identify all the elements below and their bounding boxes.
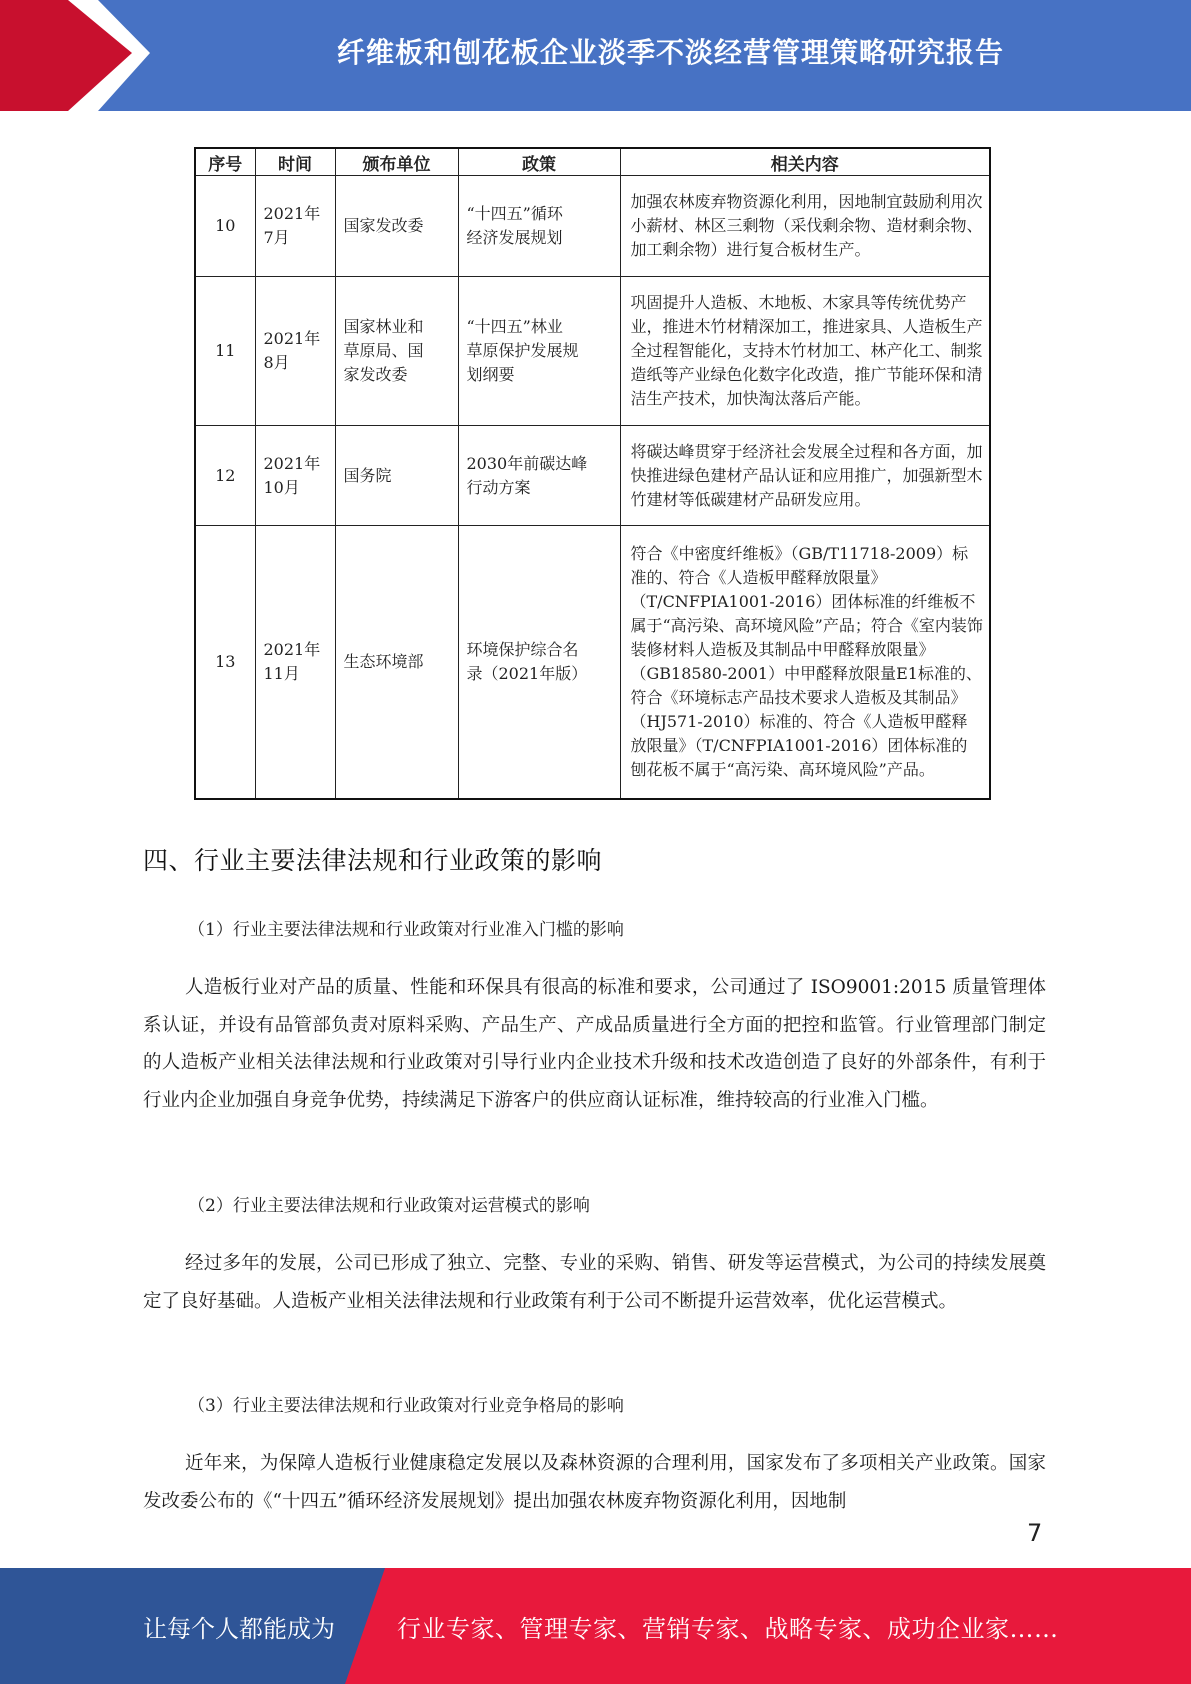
row-content: 巩固提升人造板、木地板、木家具等传统优势产业，推进木竹材精深加工，推进家具、人造板生产全过程智能化，支持木竹材加工、林产化工、制浆造纸等产业绿色化数字化改造，推广节能环保和清洁生产技术，加快淘汰落后产能。 — [620, 277, 990, 426]
paragraph-entry-threshold: 人造板行业对产品的质量、性能和环保具有很高的标准和要求，公司通过了 ISO9001:2015 质量管理体系认证，并设有品管部负责对原料采购、产品生产、产成品质量进行全方面的把控和监管。行业管理部门制定的人造板产业相关法律法规和行业政策对引导行业内企业技术升级和技术改造创造了良好的外部条件，有利于行业内企业加强自身竞争优势，持续满足下游客户的供应商认证标准，维持较高的行业准入门槛。 — [143, 977, 1046, 1111]
table-row — [195, 426, 990, 526]
column-header-no: 序号 — [195, 148, 255, 176]
row-policy: 环境保护综合名 录（2021年版） — [458, 526, 620, 800]
paragraph-competition: 近年来，为保障人造板行业健康稳定发展以及森林资源的合理利用，国家发布了多项相关产业政策。国家发改委公布的《“十四五”循环经济发展规划》提出加强农林废弃物资源化利用，因地制 — [143, 1453, 1046, 1512]
chevron-arrow-icon — [0, 0, 160, 111]
row-issuer: 生态环境部 — [335, 526, 458, 800]
subheading-operating-model: （2）行业主要法律法规和行业政策对运营模式的影响 — [188, 1196, 590, 1216]
page-number: 7 — [1027, 1519, 1043, 1547]
footer-slogan-lead: 让每个人都能成为 — [143, 1614, 335, 1643]
row-policy: 2030年前碳达峰 行动方案 — [458, 426, 620, 526]
row-content: 加强农林废弃物资源化利用，因地制宜鼓励利用次小薪材、林区三剩物（采伐剩余物、造材剩余物、加工剩余物）进行复合板材生产。 — [620, 176, 990, 277]
row-date: 2021年 7月 — [255, 176, 335, 277]
section-heading: 四、行业主要法律法规和行业政策的影响 — [143, 846, 603, 875]
column-header-issuer: 颁布单位 — [335, 148, 458, 176]
column-header-policy: 政策 — [458, 148, 620, 176]
report-title: 纤维板和刨花板企业淡季不淡经营管理策略研究报告 — [336, 35, 1004, 69]
row-policy: “十四五”循环 经济发展规划 — [458, 176, 620, 277]
subheading-entry-threshold: （1）行业主要法律法规和行业政策对行业准入门槛的影响 — [188, 920, 624, 940]
footer-slogan-roles: 行业专家、管理专家、营销专家、战略专家、成功企业家…… — [397, 1614, 1059, 1643]
row-policy: “十四五”林业 草原保护发展规 划纲要 — [458, 277, 620, 426]
row-number: 13 — [195, 526, 255, 800]
row-number: 10 — [195, 176, 255, 277]
table-row — [195, 526, 990, 800]
row-issuer: 国家林业和 草原局、国 家发改委 — [335, 277, 458, 426]
column-header-content: 相关内容 — [620, 148, 990, 176]
row-date: 2021年 8月 — [255, 277, 335, 426]
paragraph-operating-model: 经过多年的发展，公司已形成了独立、完整、专业的采购、销售、研发等运营模式，为公司的持续发展奠定了良好基础。人造板产业相关法律法规和行业政策有利于公司不断提升运营效率，优化运营模式。 — [143, 1253, 1046, 1312]
row-content: 符合《中密度纤维板》（GB/T11718-2009）标准的、符合《人造板甲醛释放限量》（T/CNFPIA1001-2016）团体标准的纤维板不属于“高污染、高环境风险”产品；符合《室内装饰装修材料人造板及其制品中甲醛释放限量》（GB18580-2001）中甲醛释放限量E1标准的、符合《环境标志产品技术要求人造板及其制品》（HJ571-2010）标准的、符合《人造板甲醛释放限量》（T/CNFPIA1001-2016）团体标准的刨花板不属于“高污染、高环境风险”产品。 — [620, 526, 990, 800]
row-number: 11 — [195, 277, 255, 426]
row-issuer: 国务院 — [335, 426, 458, 526]
row-issuer: 国家发改委 — [335, 176, 458, 277]
row-content: 将碳达峰贯穿于经济社会发展全过程和各方面，加快推进绿色建材产品认证和应用推广，加强新型木竹建材等低碳建材产品研发应用。 — [620, 426, 990, 526]
subheading-competition: （3）行业主要法律法规和行业政策对行业竞争格局的影响 — [188, 1396, 624, 1416]
table-header-row — [195, 148, 990, 176]
page-footer — [0, 1568, 1191, 1684]
page-header — [0, 0, 1191, 111]
column-header-date: 时间 — [255, 148, 335, 176]
table-row — [195, 277, 990, 426]
row-date: 2021年 11月 — [255, 526, 335, 800]
table-row — [195, 176, 990, 277]
row-number: 12 — [195, 426, 255, 526]
policy-table — [194, 147, 991, 800]
row-date: 2021年 10月 — [255, 426, 335, 526]
